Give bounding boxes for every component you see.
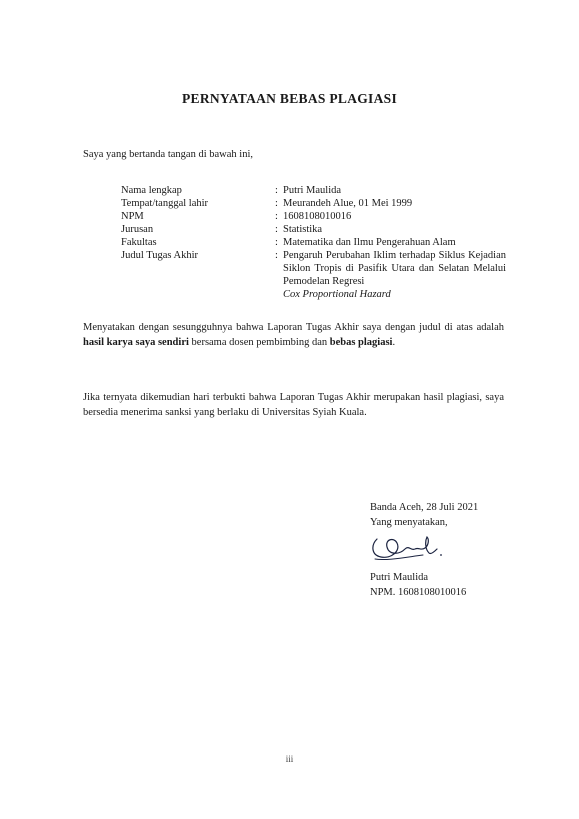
paragraph-text: . <box>392 337 396 348</box>
field-label: Fakultas <box>121 237 157 248</box>
field-colon: : <box>275 224 278 235</box>
field-label: Judul Tugas Akhir <box>121 250 199 261</box>
field-colon: : <box>275 185 278 196</box>
document-title: PERNYATAAN BEBAS PLAGIASI <box>181 91 398 106</box>
field-colon: : <box>275 237 278 248</box>
paragraph-text: Menyatakan dengan sesungguhnya bahwa Laporan Tugas Akhir saya dengan judul di atas adalah <box>83 322 504 333</box>
sanction-paragraph: Jika ternyata dikemudian hari terbukti bahwa Laporan Tugas Akhir merupakan hasil plagiasi, saya bersedia menerima sanksi yang berlaku di Universitas Syiah Kuala. <box>83 392 504 418</box>
paragraph-bold-text: hasil karya saya sendiri <box>83 337 189 348</box>
field-colon: : <box>275 211 278 222</box>
paragraph-bold-text: bebas plagiasi <box>329 337 393 348</box>
signature-footer <box>370 570 466 600</box>
field-colon: : <box>275 250 278 261</box>
intro-text: Saya yang bertanda tangan di bawah ini, <box>83 149 253 160</box>
field-row-faculty <box>121 236 506 249</box>
field-row-name <box>121 184 506 197</box>
signer-npm: NPM. 1608108010016 <box>370 587 467 598</box>
field-value: 1608108010016 <box>283 211 352 222</box>
field-value: Statistika <box>283 224 323 235</box>
handwritten-signature <box>367 531 447 565</box>
field-label: Tempat/tanggal lahir <box>121 198 209 209</box>
field-value: Meurandeh Alue, 01 Mei 1999 <box>283 198 413 209</box>
field-label: Nama lengkap <box>121 185 182 196</box>
thesis-title-text: Pengaruh Perubahan Iklim terhadap Siklus Kejadian Siklon Tropis di Pasifik Utara dan Selatan Melalui Pemodelan Regresi <box>283 250 506 287</box>
paragraph-text: bersama dosen pembimbing dan <box>188 337 330 348</box>
field-colon: : <box>275 198 278 209</box>
thesis-title-italic: Cox Proportional Hazard <box>283 289 391 300</box>
field-label: Jurusan <box>121 224 154 235</box>
signature-header <box>370 500 478 530</box>
signer-name: Putri Maulida <box>370 572 429 583</box>
field-row-npm <box>121 210 506 223</box>
statement-text: Yang menyatakan, <box>370 517 448 528</box>
place-date: Banda Aceh, 28 Juli 2021 <box>370 502 479 513</box>
identity-fields <box>121 184 506 301</box>
page-number: iii <box>285 754 294 764</box>
field-value: Putri Maulida <box>283 185 342 196</box>
field-row-birth <box>121 197 506 210</box>
field-row-thesis-title <box>121 249 506 301</box>
field-label: NPM <box>121 211 144 222</box>
field-value: Matematika dan Ilmu Pengerahuan Alam <box>283 237 456 248</box>
field-value-thesis <box>283 249 506 301</box>
declaration-paragraph <box>83 320 504 350</box>
field-row-department <box>121 223 506 236</box>
